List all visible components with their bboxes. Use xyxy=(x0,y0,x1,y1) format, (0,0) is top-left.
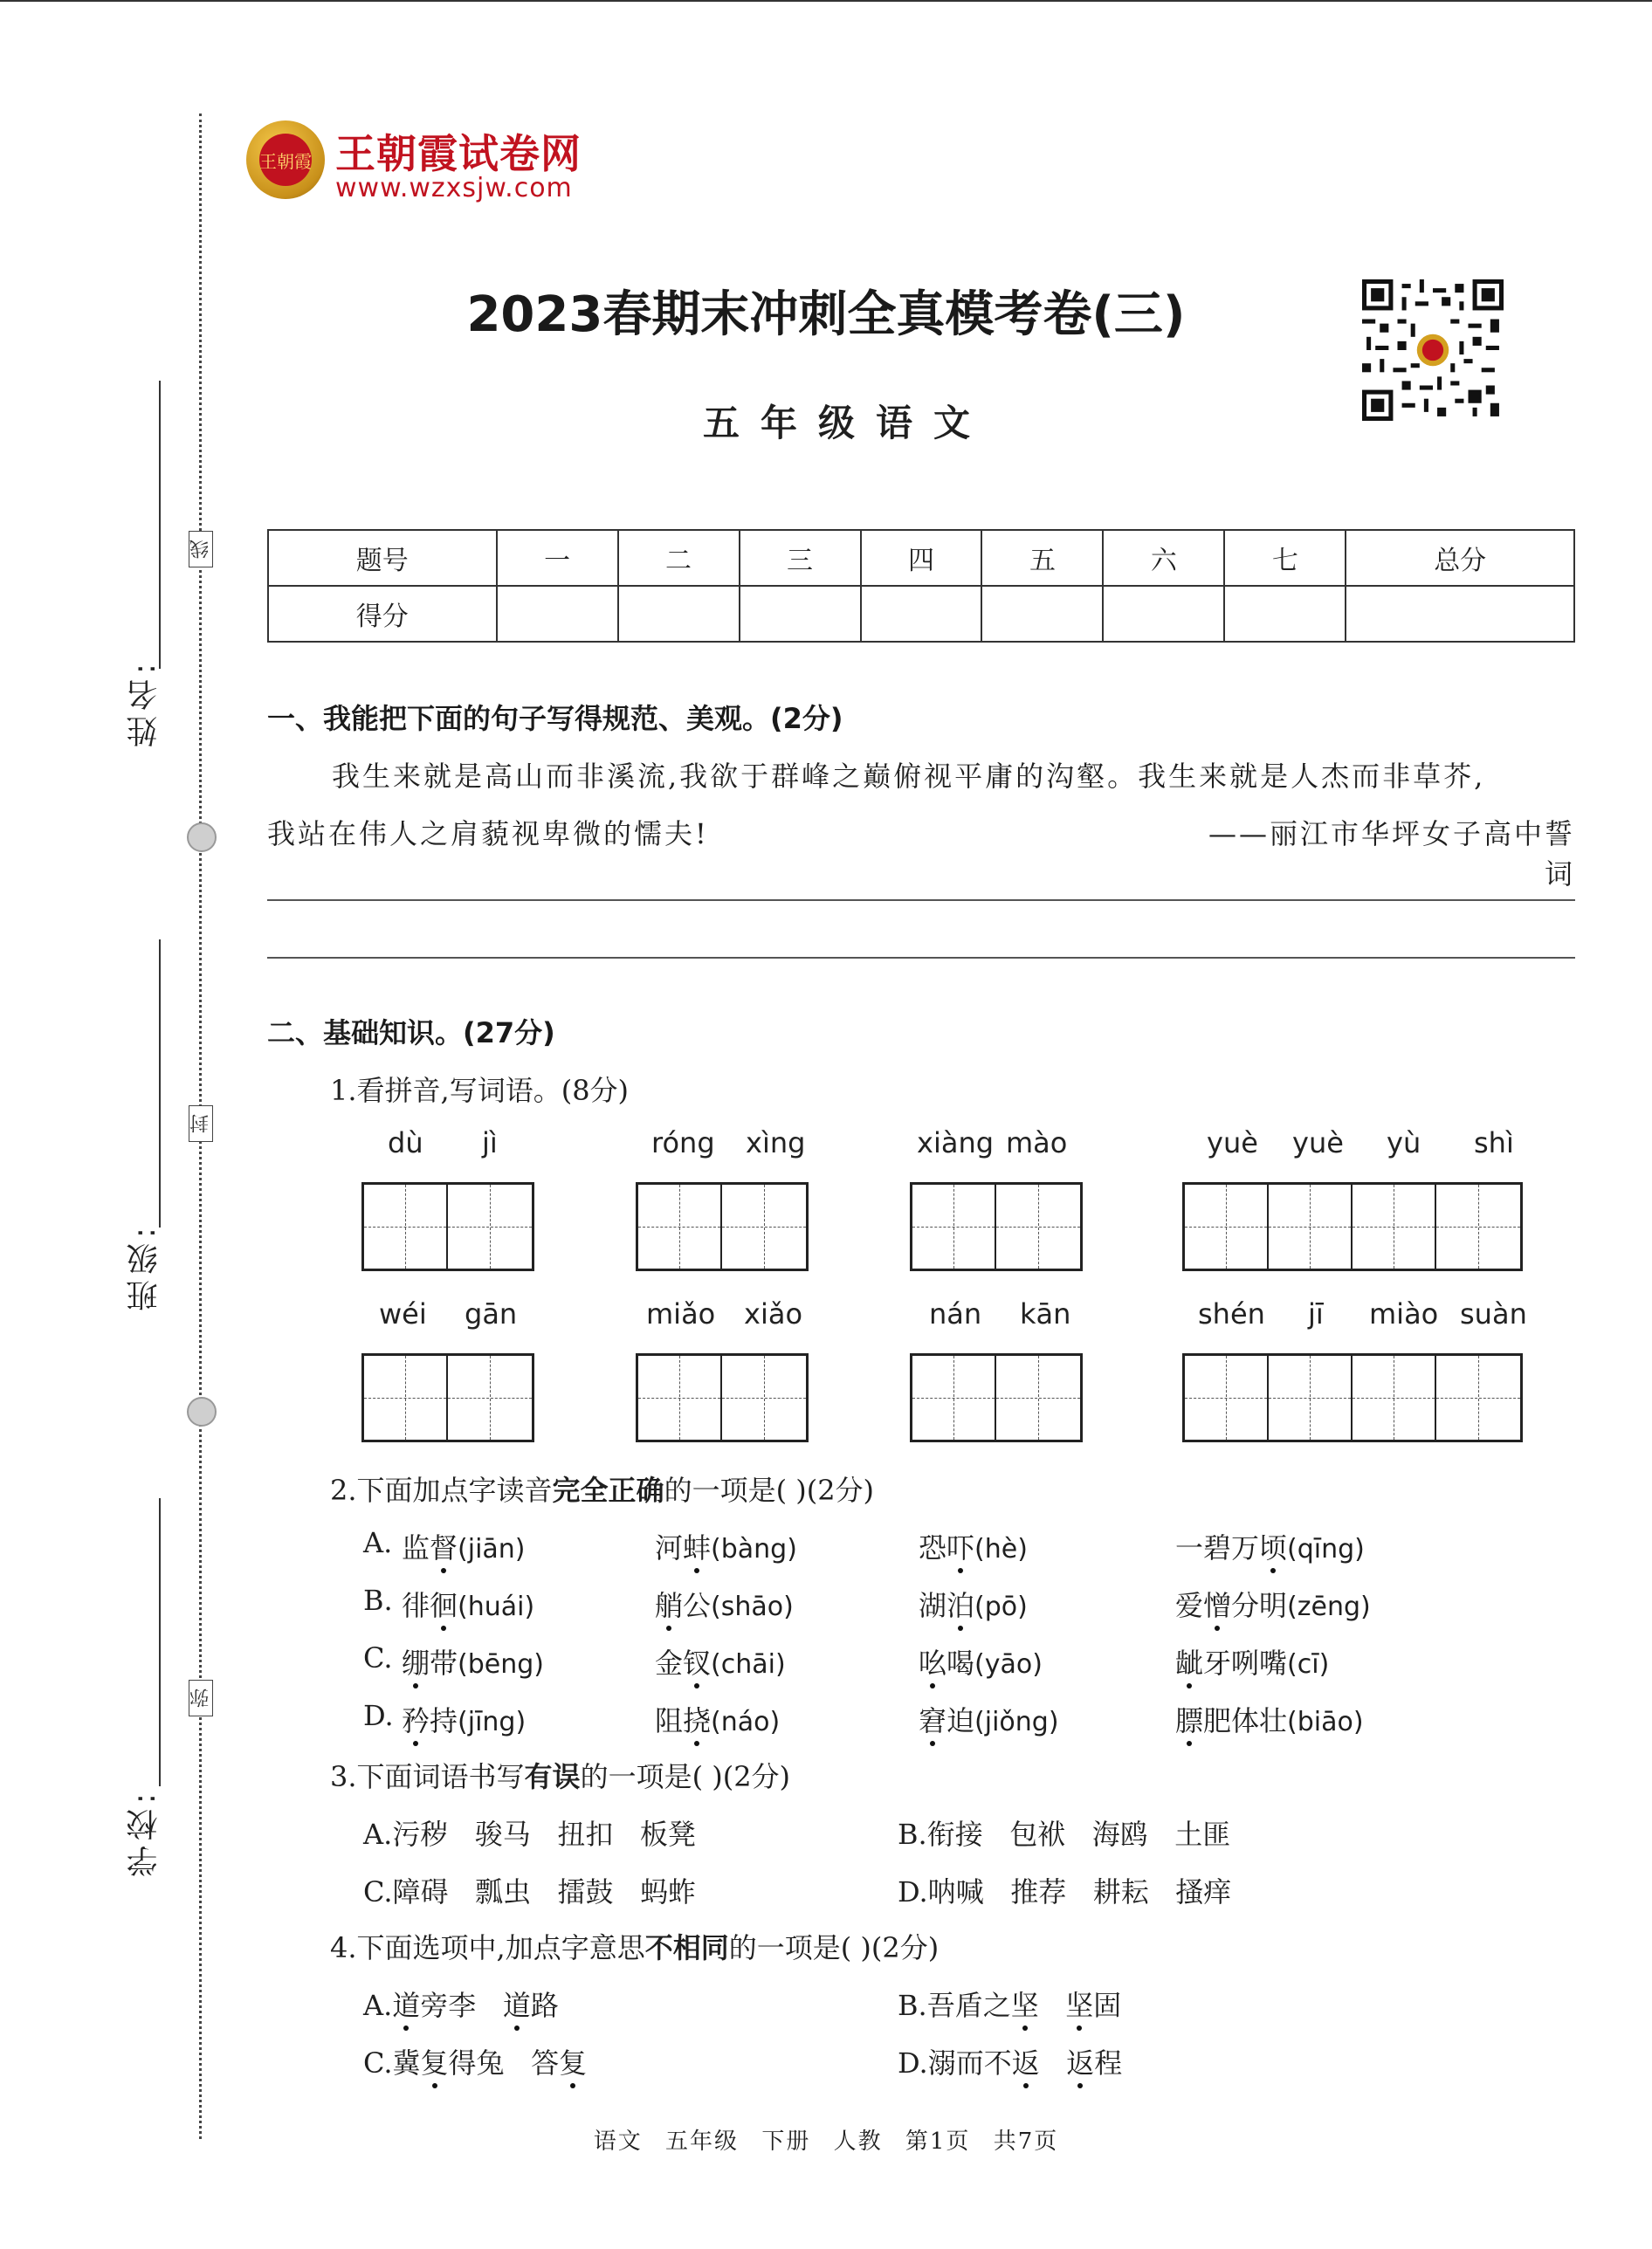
q2-option-item xyxy=(402,1641,544,1682)
pinyin: jì xyxy=(482,1126,498,1159)
dotted-char: 钗 xyxy=(683,1647,712,1680)
character-grid[interactable] xyxy=(1182,1182,1523,1271)
option-pinyin: (náo) xyxy=(711,1707,781,1737)
character-grid[interactable] xyxy=(910,1353,1083,1442)
q3-option-c: C.障碍 瓢虫 擂鼓 蚂蚱 xyxy=(363,1875,697,1909)
score-blank-cell[interactable] xyxy=(740,586,861,642)
pinyin: yuè xyxy=(1207,1126,1258,1159)
word-part: 河 xyxy=(655,1531,684,1565)
dotted-char: 道 xyxy=(392,1989,421,2022)
dotted-char: 顷 xyxy=(1259,1531,1288,1565)
school-write-line xyxy=(159,1498,161,1786)
word-part: 爱 xyxy=(1175,1589,1204,1622)
score-row-label: 得分 xyxy=(268,586,497,642)
character-grid[interactable] xyxy=(636,1182,809,1271)
footer-volume: 下册 xyxy=(761,2129,811,2155)
section2-heading: 二、基础知识。(27分) xyxy=(267,1016,555,1049)
q4-post: 的一项是( )(2分) xyxy=(728,1931,940,1964)
top-border xyxy=(0,0,1652,2)
word-part: 恐 xyxy=(919,1531,947,1565)
word-part: 喝 xyxy=(946,1647,975,1680)
q2-option-item xyxy=(919,1641,1043,1682)
q3-pre: 3.下面词语书写 xyxy=(330,1760,525,1793)
dotted-char: 吆 xyxy=(919,1647,947,1680)
word-part: 阻 xyxy=(655,1704,684,1737)
q4-emphasis: 不相同 xyxy=(644,1931,729,1964)
dotted-char: 憎 xyxy=(1203,1589,1232,1622)
score-blank-cell[interactable] xyxy=(497,586,618,642)
option-pinyin: (bēng) xyxy=(458,1649,544,1680)
q2-option-item xyxy=(1175,1526,1365,1566)
q4-option-a xyxy=(363,1984,559,2024)
q2-option-item xyxy=(1175,1699,1364,1739)
pinyin: shén xyxy=(1198,1297,1265,1331)
q2-option-item xyxy=(919,1584,1028,1624)
q2-emphasis: 完全正确 xyxy=(552,1474,664,1507)
class-write-line xyxy=(159,939,161,1228)
dotted-char: 窘 xyxy=(919,1704,947,1737)
q2-post: 的一项是( )(2分) xyxy=(664,1474,875,1507)
q2-option-item xyxy=(1175,1641,1329,1682)
q2-pre: 2.下面加点字读音 xyxy=(330,1474,553,1507)
pinyin: shì xyxy=(1474,1126,1514,1159)
binding-knot-icon xyxy=(187,822,217,852)
footer-page: 第1页 xyxy=(905,2129,971,2155)
pinyin: jī xyxy=(1308,1297,1324,1331)
score-blank-cell[interactable] xyxy=(1346,586,1574,642)
score-table-score-row xyxy=(268,586,1574,642)
q2-option-label: D. xyxy=(363,1699,394,1732)
dotted-char: 坚 xyxy=(1065,1989,1094,2022)
pinyin: miǎo xyxy=(646,1297,716,1331)
word-part: 金 xyxy=(655,1647,684,1680)
score-header-cell: 一 xyxy=(497,530,618,586)
option-pinyin: (jiān) xyxy=(458,1534,526,1565)
q3-option-b: B.衔接 包袱 海鸥 土匪 xyxy=(898,1818,1231,1851)
word-part: 迫 xyxy=(946,1704,975,1737)
pinyin: gān xyxy=(465,1297,518,1331)
section1-line2: 我站在伟人之肩藐视卑微的懦夫! xyxy=(267,817,709,850)
dotted-char: 道 xyxy=(502,1989,531,2022)
pinyin: yuè xyxy=(1292,1126,1344,1159)
q4-title xyxy=(330,1926,939,1966)
character-grid[interactable] xyxy=(636,1353,809,1442)
footer-total: 共7页 xyxy=(993,2129,1059,2155)
q2-option-item xyxy=(402,1526,526,1566)
option-pinyin: (qīng) xyxy=(1287,1534,1365,1565)
word-part: 监 xyxy=(402,1531,430,1565)
q3-title xyxy=(330,1755,790,1795)
pinyin: miào xyxy=(1369,1297,1439,1331)
q3-option-a: A.污秽 骏马 扭扣 板凳 xyxy=(363,1818,696,1851)
dotted-char: 膘 xyxy=(1175,1704,1204,1737)
option-pinyin: (hè) xyxy=(974,1534,1028,1565)
option-pinyin: (yāo) xyxy=(974,1649,1043,1680)
logo-emblem-text: 王朝霞 xyxy=(259,134,312,186)
option-pinyin: (jīng) xyxy=(458,1707,527,1737)
pinyin: yù xyxy=(1387,1126,1421,1159)
score-blank-cell[interactable] xyxy=(1103,586,1224,642)
dotted-char: 泊 xyxy=(946,1589,975,1622)
q1-title: 1.看拼音,写词语。(8分) xyxy=(330,1074,630,1107)
score-header-cell: 三 xyxy=(740,530,861,586)
dotted-char: 返 xyxy=(1066,2046,1095,2080)
name-label: 姓名: xyxy=(127,658,162,748)
score-table-header-row xyxy=(268,530,1574,586)
word-part: 公 xyxy=(683,1589,712,1622)
word-part: 带 xyxy=(430,1647,458,1680)
q2-title xyxy=(330,1468,874,1509)
pinyin: xiǎo xyxy=(744,1297,803,1331)
word-part: 徘 xyxy=(402,1589,430,1622)
pinyin: xìng xyxy=(746,1126,806,1159)
character-grid[interactable] xyxy=(361,1353,534,1442)
word-part: 一碧万 xyxy=(1175,1531,1260,1565)
seal-line-mark: 线 xyxy=(189,531,213,567)
writing-line[interactable] xyxy=(267,899,1575,901)
score-blank-cell[interactable] xyxy=(861,586,982,642)
word-part xyxy=(1039,1989,1066,2022)
pinyin: mào xyxy=(1006,1126,1068,1159)
dotted-char: 复 xyxy=(420,2046,449,2080)
q4-option-b xyxy=(898,1984,1121,2024)
word-part: 固 xyxy=(1093,1989,1122,2022)
q2-option-label: C. xyxy=(363,1641,393,1675)
qr-code-icon xyxy=(1362,279,1504,421)
exam-subtitle: 五年级语文 xyxy=(702,402,991,444)
score-header-cell: 题号 xyxy=(268,530,497,586)
dotted-char: 复 xyxy=(559,2046,588,2080)
seal-closed-mark: 弥 xyxy=(189,1680,213,1716)
word-part: C.冀 xyxy=(363,2046,421,2080)
word-part: 湖 xyxy=(919,1589,947,1622)
page-footer xyxy=(0,2123,1652,2156)
character-grid[interactable] xyxy=(361,1182,534,1271)
pinyin: wéi xyxy=(379,1297,427,1331)
word-part: 持 xyxy=(430,1704,458,1737)
binding-knot-icon xyxy=(187,1397,217,1427)
dotted-char: 矜 xyxy=(402,1704,430,1737)
dotted-char: 绷 xyxy=(402,1647,430,1680)
writing-line[interactable] xyxy=(267,957,1575,959)
footer-grade: 五年级 xyxy=(665,2129,740,2155)
q2-option-item xyxy=(919,1699,1059,1739)
word-part: 旁李 xyxy=(420,1989,503,2022)
section1-heading: 一、我能把下面的句子写得规范、美观。(2分) xyxy=(267,702,843,735)
score-blank-cell[interactable] xyxy=(981,586,1103,642)
footer-subject: 语文 xyxy=(593,2129,643,2155)
dotted-char: 艄 xyxy=(655,1589,684,1622)
dotted-char: 督 xyxy=(430,1531,458,1565)
dotted-char: 龇 xyxy=(1175,1647,1204,1680)
logo-name: 王朝霞试卷网 xyxy=(335,130,582,177)
score-header-cell: 六 xyxy=(1103,530,1224,586)
score-blank-cell[interactable] xyxy=(618,586,740,642)
q2-option-item xyxy=(919,1526,1028,1566)
pinyin: róng xyxy=(651,1126,715,1159)
word-part: 肥体壮 xyxy=(1203,1704,1288,1737)
dotted-char: 返 xyxy=(1011,2046,1040,2080)
option-pinyin: (pō) xyxy=(974,1592,1028,1622)
dotted-char: 徊 xyxy=(430,1589,458,1622)
q2-option-label: A. xyxy=(363,1526,393,1559)
dotted-char: 坚 xyxy=(1010,1989,1039,2022)
pinyin: dù xyxy=(388,1126,423,1159)
dotted-char: 蚌 xyxy=(683,1531,712,1565)
option-pinyin: (biāo) xyxy=(1287,1707,1364,1737)
word-part: D.溺而不 xyxy=(898,2046,1012,2080)
option-pinyin: (huái) xyxy=(458,1592,535,1622)
q2-option-label: B. xyxy=(363,1584,393,1617)
option-pinyin: (jiǒng) xyxy=(974,1707,1059,1737)
section1-source: ——丽江市华坪女子高中誓词 xyxy=(1208,817,1575,891)
q3-emphasis: 有误 xyxy=(524,1760,581,1793)
section1-line1: 我生来就是高山而非溪流,我欲于群峰之巅俯视平庸的沟壑。我生来就是人杰而非草芥, xyxy=(332,760,1486,793)
q2-option-item xyxy=(402,1699,526,1739)
option-pinyin: (zēng) xyxy=(1287,1592,1371,1622)
word-part: B.吾盾之 xyxy=(898,1989,1011,2022)
word-part: 分明 xyxy=(1231,1589,1288,1622)
score-table xyxy=(267,529,1575,643)
q3-post: 的一项是( )(2分) xyxy=(580,1760,791,1793)
q2-option-item xyxy=(1175,1584,1371,1624)
word-part: 牙咧嘴 xyxy=(1203,1647,1288,1680)
dotted-char: 吓 xyxy=(946,1531,975,1565)
logo-url: www.wzxsjw.com xyxy=(335,173,573,203)
score-blank-cell[interactable] xyxy=(1224,586,1346,642)
dotted-char: 挠 xyxy=(683,1704,712,1737)
school-label: 学校: xyxy=(127,1788,162,1878)
q4-option-c xyxy=(363,2041,587,2081)
option-pinyin: (shāo) xyxy=(711,1592,794,1622)
score-header-cell: 二 xyxy=(618,530,740,586)
footer-edition: 人教 xyxy=(833,2129,883,2155)
word-part: 程 xyxy=(1094,2046,1123,2080)
pinyin: suàn xyxy=(1460,1297,1527,1331)
pinyin: nán xyxy=(929,1297,982,1331)
q4-option-d xyxy=(898,2041,1122,2081)
word-part: A. xyxy=(363,1989,393,2022)
pinyin: xiàng xyxy=(917,1126,995,1159)
pinyin: kān xyxy=(1020,1297,1071,1331)
q3-option-d: D.呐喊 推荐 耕耘 搔痒 xyxy=(898,1875,1232,1909)
q2-option-item xyxy=(655,1641,786,1682)
score-header-cell: 七 xyxy=(1224,530,1346,586)
q2-option-item xyxy=(655,1584,794,1624)
option-pinyin: (cī) xyxy=(1287,1649,1330,1680)
exam-title: 2023春期末冲刺全真模考卷(三) xyxy=(466,286,1186,343)
q4-pre: 4.下面选项中,加点字意思 xyxy=(330,1931,645,1964)
word-part: 得兔 答 xyxy=(448,2046,560,2080)
logo-emblem-icon xyxy=(246,120,325,199)
option-pinyin: (bàng) xyxy=(711,1534,797,1565)
word-part xyxy=(1040,2046,1067,2080)
word-part: 路 xyxy=(530,1989,559,2022)
character-grid[interactable] xyxy=(910,1182,1083,1271)
character-grid[interactable] xyxy=(1182,1353,1523,1442)
q2-option-item xyxy=(402,1584,534,1624)
q2-option-item xyxy=(655,1699,780,1739)
class-label: 班级: xyxy=(127,1222,162,1312)
score-header-cell: 总分 xyxy=(1346,530,1574,586)
seal-fold-mark: 封 xyxy=(189,1105,213,1142)
q2-option-item xyxy=(655,1526,797,1566)
option-pinyin: (chāi) xyxy=(711,1649,786,1680)
score-header-cell: 五 xyxy=(981,530,1103,586)
score-header-cell: 四 xyxy=(861,530,982,586)
